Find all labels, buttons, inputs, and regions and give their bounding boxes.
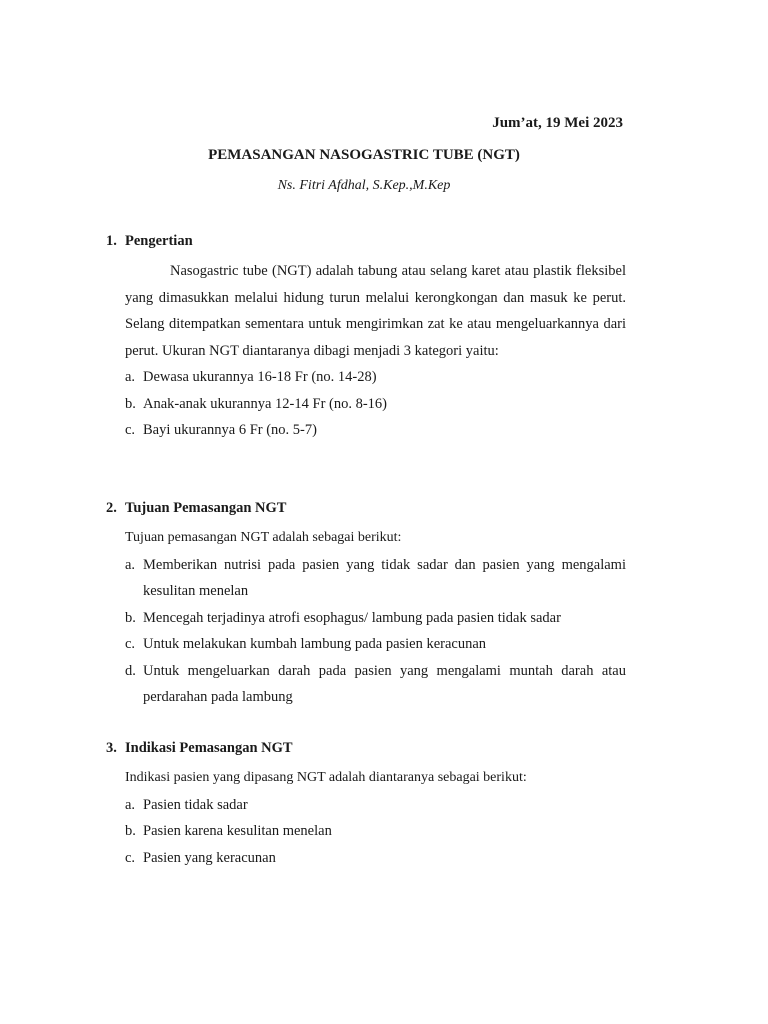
list-item xyxy=(125,845,626,872)
list-item-text: Untuk melakukan kumbah lambung pada pasien keracunan xyxy=(143,636,487,652)
list-item xyxy=(125,605,626,632)
section-title: Indikasi Pemasangan NGT xyxy=(125,740,293,756)
list-marker: b. xyxy=(125,395,136,412)
list-item-text: Pasien karena kesulitan menelan xyxy=(143,823,332,839)
section-number: 1. xyxy=(106,233,117,249)
section-pengertian xyxy=(106,232,626,444)
list-item-text: Memberikan nutrisi pada pasien yang tidak sadar dan pasien yang mengalami kesulitan menelan xyxy=(143,556,626,599)
list-item-text: Bayi ukurannya 6 Fr (no. 5-7) xyxy=(143,422,317,438)
list-item-text: Anak-anak ukurannya 12-14 Fr (no. 8-16) xyxy=(143,395,388,412)
list-item xyxy=(125,658,626,711)
section-indikasi xyxy=(106,739,626,871)
list-marker: d. xyxy=(125,662,136,679)
section-intro: Indikasi pasien yang dipasang NGT adalah diantaranya sebagai berikut: xyxy=(125,770,527,785)
section-heading xyxy=(106,739,626,765)
purpose-list xyxy=(125,552,626,711)
list-item xyxy=(125,818,626,845)
list-marker: b. xyxy=(125,823,136,839)
document-date: Jum’at, 19 Mei 2023 xyxy=(492,115,623,131)
section-heading xyxy=(106,499,626,525)
section-number: 2. xyxy=(106,500,117,516)
section-number: 3. xyxy=(106,740,117,756)
size-list xyxy=(125,364,626,444)
document-author: Ns. Fitri Afdhal, S.Kep.,M.Kep xyxy=(277,178,451,193)
list-marker: b. xyxy=(125,609,136,626)
section-title: Pengertian xyxy=(125,233,193,249)
list-item xyxy=(125,792,626,819)
list-item xyxy=(125,552,626,605)
section-tujuan xyxy=(106,499,626,711)
list-item-text: Pasien yang keracunan xyxy=(143,849,276,866)
list-marker: a. xyxy=(125,796,136,813)
list-marker: c. xyxy=(125,422,136,438)
list-item-text: Pasien tidak sadar xyxy=(143,796,248,813)
document-title: PEMASANGAN NASOGASTRIC TUBE (NGT) xyxy=(208,147,520,163)
section-intro: Tujuan pemasangan NGT adalah sebagai berikut: xyxy=(125,530,402,545)
section-heading xyxy=(106,232,626,258)
indication-list xyxy=(125,792,626,872)
list-item-text: Untuk mengeluarkan darah pada pasien yang mengalami muntah darah atau perdarahan pada lambung xyxy=(143,662,626,705)
section-paragraph: Nasogastric tube (NGT) adalah tabung atau selang karet atau plastik fleksibel yang dimasukkan melalui hidung turun melalui kerongkongan dan masuk ke perut. Selang ditempatkan sementara untuk mengirimkan zat ke atau mengeluarkannya dari perut. Ukuran NGT diantaranya dibagi menjadi 3 kategori yaitu: xyxy=(125,263,626,359)
list-marker: c. xyxy=(125,849,136,866)
list-item-text: Dewasa ukurannya 16-18 Fr (no. 14-28) xyxy=(143,369,377,385)
list-item xyxy=(125,364,626,391)
section-title: Tujuan Pemasangan NGT xyxy=(125,500,287,516)
list-item-text: Mencegah terjadinya atrofi esophagus/ lambung pada pasien tidak sadar xyxy=(143,609,561,626)
list-marker: c. xyxy=(125,636,136,652)
list-item xyxy=(125,417,626,444)
list-item xyxy=(125,631,626,658)
list-marker: a. xyxy=(125,369,136,385)
list-item xyxy=(125,391,626,418)
list-marker: a. xyxy=(125,556,136,573)
